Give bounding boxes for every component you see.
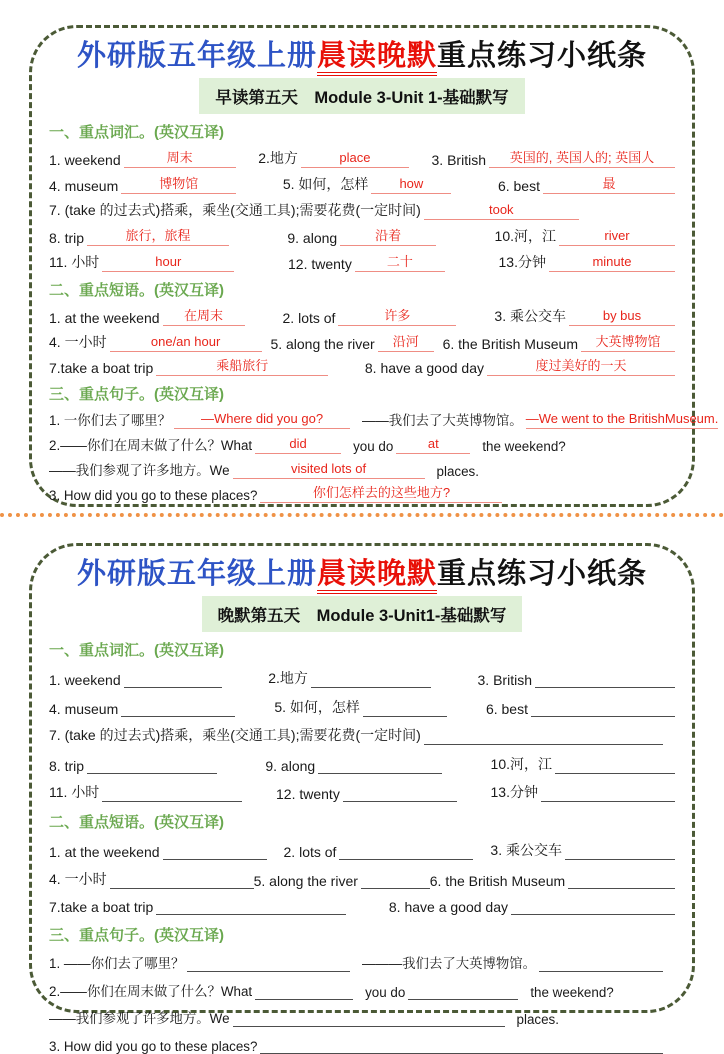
phrase-item [365, 358, 675, 376]
phrase-item [49, 358, 328, 376]
item-label: 11. 小时 [49, 253, 100, 270]
word-item [49, 176, 236, 194]
item-label: 7. (take 的过去式)搭乘，乘坐(交通工具);需要花费(一定时间) [49, 727, 421, 744]
word-row [49, 174, 675, 194]
sentence-row [49, 410, 719, 429]
subtitle-wrap [49, 78, 675, 114]
answer-blank [318, 756, 442, 774]
item-label: 4. 一小时 [49, 870, 107, 887]
item-label: 2. lots of [282, 309, 336, 326]
word-item [258, 148, 409, 168]
answer-blank [311, 670, 431, 688]
word-item [478, 670, 675, 688]
section-heading: 一、重点词汇。(英汉互译) [49, 123, 224, 141]
item-label: 8. trip [49, 757, 85, 774]
sentence-item [49, 981, 353, 1000]
phrase-item [430, 871, 675, 889]
answer-blank [187, 954, 350, 972]
item-label: 5. 如何，怎样 [274, 698, 360, 715]
item-label: 9. along [287, 229, 338, 246]
phrase-row [49, 306, 675, 326]
answer-blank [541, 784, 675, 802]
phrase-row [49, 897, 675, 915]
subtitle-badge: 早读第五天 Module 3-Unit 1-基础默写 [199, 78, 524, 114]
sentence-row [49, 1036, 675, 1054]
title-highlight: 晨读晚默 [317, 38, 437, 76]
item-label: 10.河，江 [494, 227, 556, 244]
phrase-item [389, 897, 675, 915]
item-label: 7.take a boat trip [49, 359, 154, 376]
section-words [49, 121, 675, 272]
answer-blank [163, 842, 267, 860]
subtitle-wrap [49, 596, 675, 632]
section-heading: 三、重点句子。(英汉互译) [49, 926, 224, 944]
section-words [49, 639, 675, 803]
phrase-item [283, 308, 457, 326]
word-item [274, 697, 447, 717]
word-item [49, 699, 235, 717]
phrase-item [49, 332, 262, 352]
answer-blank: minute [549, 254, 675, 272]
answer-blank: 乘船旅行 [156, 358, 328, 376]
cut-line [0, 513, 724, 517]
answer-blank: place [301, 150, 409, 168]
sentence-item [49, 435, 341, 454]
answer-blank [568, 871, 675, 889]
phrase-item [284, 842, 474, 860]
item-label: ——我们去了大英博物馆。 [362, 412, 523, 428]
word-row [49, 754, 675, 774]
sentence-item [49, 1036, 663, 1054]
answer-blank [531, 699, 675, 717]
item-label: ———我们去了大英博物馆。 [362, 956, 537, 972]
answer-blank [363, 699, 447, 717]
title-highlight: 晨读晚默 [317, 556, 437, 594]
item-label: 5. along the river [270, 335, 375, 352]
item-label: 8. have a good day [364, 359, 484, 376]
word-row [49, 782, 675, 802]
answer-blank [121, 699, 235, 717]
answer-blank: one/an hour [110, 334, 262, 352]
sentence-item [49, 460, 425, 479]
item-label: you do [365, 984, 406, 1000]
item-label: 13.分钟 [490, 784, 538, 801]
phrase-item [490, 840, 675, 860]
answer-blank: 沿河 [378, 334, 434, 352]
page-title [49, 556, 675, 591]
word-row [49, 697, 675, 717]
word-item [287, 228, 436, 246]
answer-blank [361, 871, 430, 889]
answer-blank: visited lots of [233, 461, 425, 479]
sentence-item [49, 953, 350, 972]
word-item [495, 226, 675, 246]
sentence-row [49, 435, 675, 454]
phrase-item [49, 842, 267, 860]
worksheet-card-morning [29, 25, 719, 507]
answer-blank: hour [102, 254, 234, 272]
item-label: 7.take a boat trip [49, 899, 154, 916]
title-edition: 外研版五年级上册 [76, 38, 317, 72]
answer-blank: by bus [569, 308, 675, 326]
word-item [288, 254, 445, 272]
sentence-item [437, 464, 482, 479]
word-item [49, 200, 579, 220]
answer-blank: 旅行，旅程 [87, 228, 229, 246]
item-label: you do [353, 438, 394, 454]
phrase-item [49, 869, 254, 889]
word-item [491, 782, 675, 802]
phrase-row [49, 869, 675, 889]
item-label: 6. the British Museum [429, 872, 566, 889]
phrase-item [443, 334, 675, 352]
word-item [432, 150, 675, 168]
item-label: 13.分钟 [498, 253, 546, 270]
item-label: 3. How did you go to these places? [49, 487, 258, 503]
section-sentences [49, 924, 675, 1054]
item-label: 6. the British Museum [442, 335, 578, 352]
section-heading: 三、重点句子。(英汉互译) [49, 385, 224, 403]
section-heading: 二、重点短语。(英汉互译) [49, 813, 224, 831]
item-label: 2.地方 [268, 670, 308, 687]
item-label: 1. ——你们去了哪里？ [49, 956, 185, 972]
word-item [49, 228, 229, 246]
word-row [49, 252, 675, 272]
item-label: 12. twenty [288, 255, 352, 272]
item-label: 3. British [477, 672, 532, 689]
sentence-item [482, 439, 568, 454]
word-row [49, 148, 675, 168]
item-label: ——我们参观了许多地方。We [49, 462, 230, 478]
item-label: 4. museum [49, 177, 119, 194]
answer-blank: 沿着 [340, 228, 436, 246]
item-label: 1. 一你们去了哪里？ [49, 412, 172, 428]
sentence-item [365, 982, 518, 1000]
title-suffix: 重点练习小纸条 [437, 556, 648, 590]
answer-blank: 许多 [338, 308, 456, 326]
word-item [499, 252, 675, 272]
phrase-item [254, 871, 430, 889]
sentence-row [49, 485, 675, 503]
word-item [49, 725, 663, 745]
sentence-row [49, 953, 675, 972]
word-item [49, 782, 242, 802]
answer-blank [124, 670, 222, 688]
item-label: 6. best [485, 700, 528, 717]
item-label: 11. 小时 [49, 784, 100, 801]
item-label: 1. weekend [49, 672, 121, 689]
item-label: the weekend? [530, 984, 614, 1000]
sentence-item [49, 410, 350, 429]
answer-blank [260, 1036, 663, 1054]
word-item [283, 174, 452, 194]
item-label: 1. weekend [49, 151, 121, 168]
answer-blank: —We went to the BritishMuseum. [526, 411, 719, 429]
answer-blank [255, 982, 353, 1000]
word-item [49, 756, 217, 774]
item-label: places. [436, 463, 479, 479]
answer-blank: 周末 [124, 150, 236, 168]
phrase-item [49, 897, 346, 915]
title-edition: 外研版五年级上册 [76, 556, 317, 590]
answer-blank [339, 842, 473, 860]
answer-blank [156, 897, 346, 915]
word-item [265, 756, 442, 774]
sentence-row [49, 1008, 675, 1027]
phrase-item [270, 334, 433, 352]
sentence-item [362, 953, 663, 972]
answer-blank: did [255, 436, 341, 454]
item-label: 3. 乘公交车 [494, 307, 566, 324]
item-label: 1. at the weekend [49, 309, 160, 326]
answer-blank [110, 871, 254, 889]
answer-blank: took [424, 202, 579, 220]
item-label: 4. 一小时 [49, 333, 107, 350]
answer-blank [511, 897, 675, 915]
answer-blank [87, 756, 217, 774]
word-item [49, 670, 222, 688]
sentence-row [49, 460, 675, 479]
section-phrases [49, 811, 675, 916]
section-heading: 二、重点短语。(英汉互译) [49, 281, 224, 299]
item-label: places. [516, 1012, 559, 1028]
item-label: 5. 如何，怎样 [282, 175, 369, 192]
answer-blank: 英国的, 英国人的; 英国人 [489, 150, 675, 168]
answer-blank: river [559, 228, 675, 246]
answer-blank [102, 784, 242, 802]
item-label: 8. trip [49, 229, 85, 246]
sentence-row [49, 981, 675, 1000]
item-label: 5. along the river [253, 872, 358, 889]
word-item [491, 754, 675, 774]
section-sentences [49, 383, 719, 503]
item-label: 12. twenty [276, 786, 340, 803]
answer-blank: 最 [543, 176, 675, 194]
answer-blank: 你们怎样去的这些地方? [260, 485, 502, 503]
item-label: ——我们参观了许多地方。We [49, 1011, 230, 1027]
phrase-item [494, 306, 675, 326]
word-item [276, 784, 457, 802]
item-label: 2.——你们在周末做了什么？What [49, 437, 253, 453]
answer-blank [535, 670, 675, 688]
item-label: 7. (take 的过去式)搭乘，乘坐(交通工具);需要花费(一定时间) [49, 201, 421, 218]
item-label: 2.地方 [258, 149, 298, 166]
item-label: 10.河，江 [490, 755, 552, 772]
item-label: the weekend? [482, 438, 566, 454]
worksheet-card-evening [29, 543, 695, 1054]
sentence-item [530, 985, 616, 1000]
answer-blank [233, 1009, 505, 1027]
answer-blank [424, 727, 663, 745]
answer-blank: how [371, 176, 451, 194]
word-row [49, 226, 675, 246]
answer-blank [343, 784, 457, 802]
word-item [49, 252, 234, 272]
word-row [49, 725, 675, 745]
title-suffix: 重点练习小纸条 [437, 38, 648, 72]
answer-blank: 大英博物馆 [581, 334, 675, 352]
sentence-item [362, 410, 719, 429]
answer-blank: —Where did you go? [174, 411, 350, 429]
answer-blank [539, 954, 663, 972]
phrase-row [49, 358, 675, 376]
word-row [49, 200, 675, 220]
word-item [49, 150, 236, 168]
word-item [486, 699, 675, 717]
item-label: 3. How did you go to these places? [49, 1038, 258, 1054]
page-title [49, 38, 675, 73]
phrase-row [49, 332, 675, 352]
word-item [498, 176, 675, 194]
sentence-item [353, 436, 470, 454]
phrase-item [49, 308, 245, 326]
item-label: 2. lots of [283, 844, 337, 861]
answer-blank: at [396, 436, 470, 454]
sentence-item [517, 1012, 562, 1027]
sentence-item [49, 485, 502, 503]
item-label: 6. best [497, 177, 540, 194]
answer-blank: 在周末 [163, 308, 245, 326]
item-label: 4. museum [49, 700, 119, 717]
sentence-item [49, 1008, 505, 1027]
answer-blank: 二十 [355, 254, 445, 272]
answer-blank [555, 756, 675, 774]
section-heading: 一、重点词汇。(英汉互译) [49, 641, 224, 659]
subtitle-badge: 晚默第五天 Module 3-Unit1-基础默写 [202, 596, 523, 632]
word-row [49, 668, 675, 688]
item-label: 3. 乘公交车 [490, 842, 562, 859]
item-label: 8. have a good day [388, 899, 508, 916]
answer-blank: 度过美好的一天 [487, 358, 675, 376]
answer-blank [408, 982, 518, 1000]
answer-blank: 博物馆 [121, 176, 236, 194]
item-label: 2.——你们在周末做了什么？What [49, 983, 253, 999]
section-phrases [49, 279, 675, 376]
phrase-row [49, 840, 675, 860]
item-label: 1. at the weekend [49, 844, 160, 861]
item-label: 3. British [431, 151, 486, 168]
item-label: 9. along [265, 757, 316, 774]
word-item [268, 668, 431, 688]
answer-blank [565, 842, 675, 860]
